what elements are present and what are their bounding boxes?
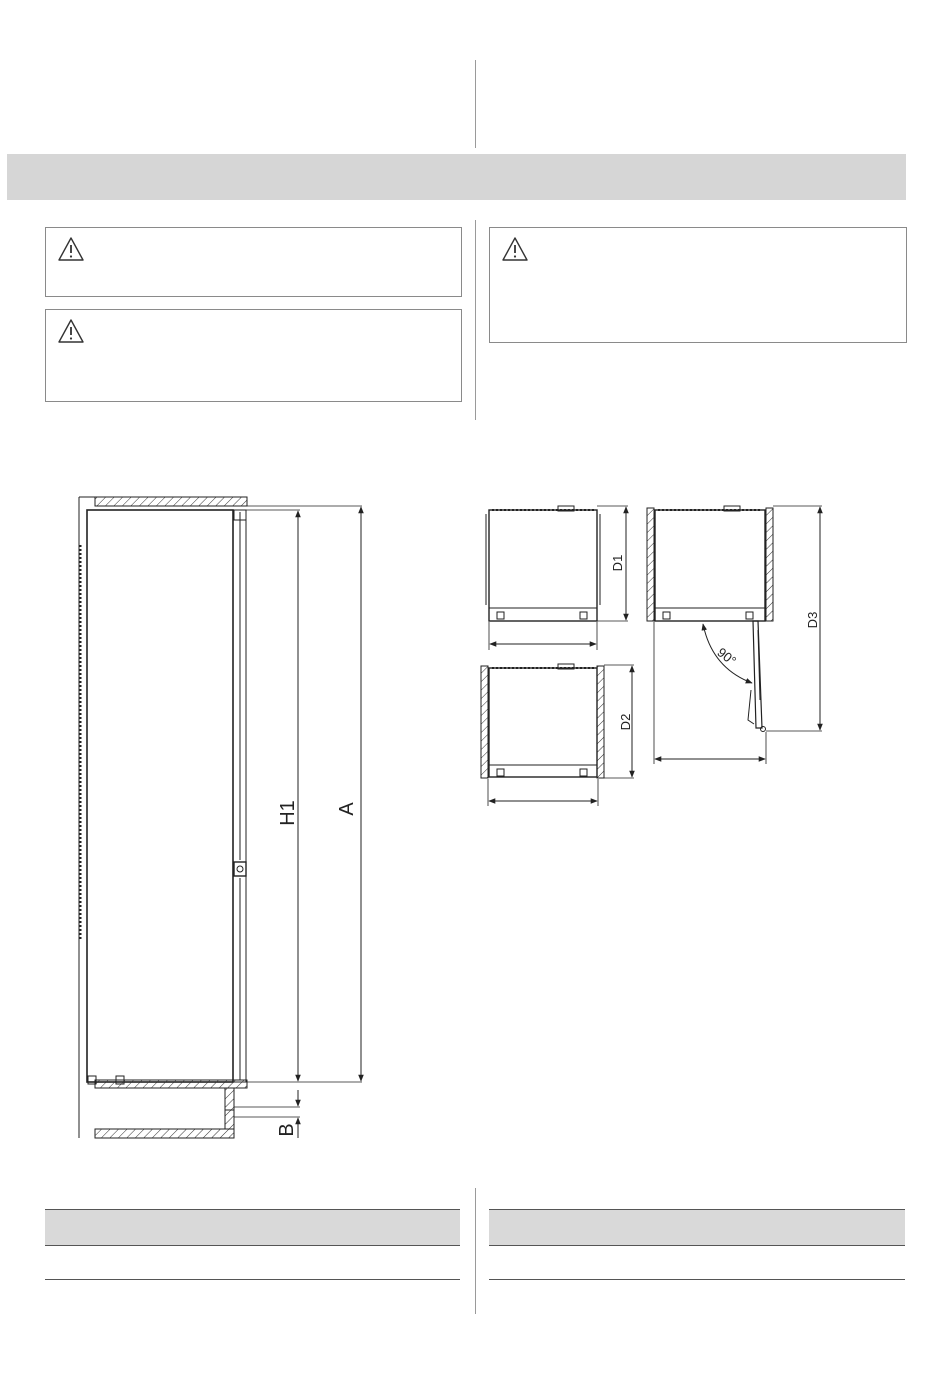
top-view-d2 (481, 664, 634, 806)
table-right-row (489, 1279, 905, 1280)
label-b: B (276, 1123, 298, 1137)
top-view-d1 (486, 506, 628, 650)
label-a: A (336, 802, 358, 816)
label-d3: D3 (805, 611, 820, 629)
top-view-d3 (647, 506, 822, 764)
label-d2: D2 (618, 713, 633, 731)
label-angle: 90° (714, 644, 740, 669)
side-elevation-diagram (79, 497, 362, 1138)
label-d1: D1 (610, 554, 625, 572)
table-left-row (45, 1279, 460, 1280)
table-right-header (489, 1209, 905, 1246)
table-left-header (45, 1209, 460, 1246)
bottom-column-divider (475, 1188, 476, 1314)
label-h1: H1 (277, 800, 299, 826)
